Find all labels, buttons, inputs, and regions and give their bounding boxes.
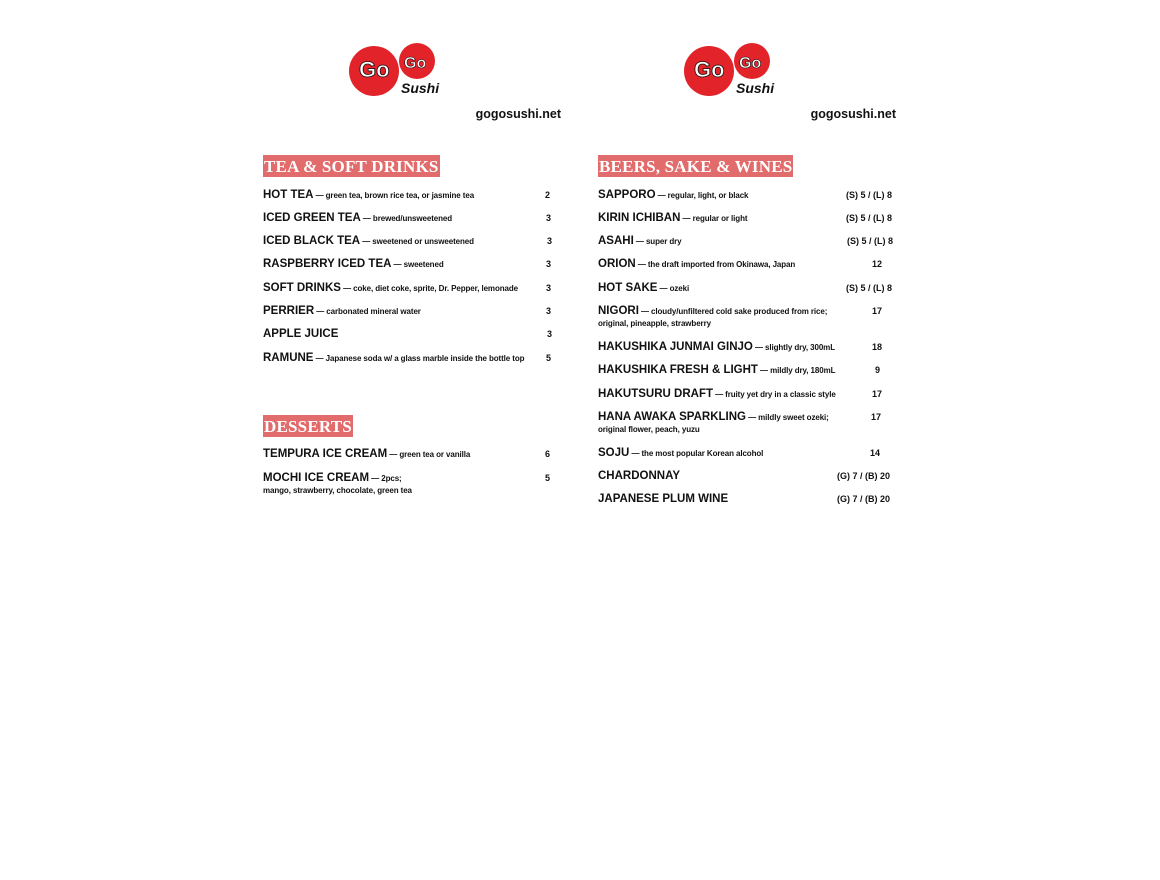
menu-item-japanese-plum-wine: JAPANESE PLUM WINE: [598, 493, 729, 505]
menu-item-price: 6: [545, 449, 551, 459]
menu-item-price: 18: [872, 342, 883, 352]
menu-item-ramune: RAMUNE — Japanese soda w/ a glass marble inside the bottle top: [263, 352, 525, 364]
svg-text:Go: Go: [694, 57, 725, 82]
menu-item-hana-awaka-sparkling: HANA AWAKA SPARKLING — mildly sweet ozeki; original flower, peach, yuzu: [598, 411, 829, 434]
menu-item-raspberry-iced-tea: RASPBERRY ICED TEA — sweetened: [263, 258, 444, 270]
menu-item-price: 17: [871, 412, 882, 422]
menu-item-soju: SOJU — the most popular Korean alcohol: [598, 447, 764, 459]
menu-item-chardonnay: CHARDONNAY: [598, 470, 680, 482]
menu-item-price: (S) 5 / (L) 8: [847, 236, 894, 246]
svg-text:Sushi: Sushi: [401, 80, 440, 96]
menu-item-price: 12: [872, 259, 883, 269]
svg-text:Go: Go: [739, 55, 762, 72]
menu-item-sapporo: SAPPORO — regular, light, or black: [598, 189, 749, 201]
section-title-beers-sake-wines: BEERS, SAKE & WINES: [599, 157, 793, 176]
website-link[interactable]: gogosushi.net: [475, 107, 561, 121]
gogo-sushi-logo: [682, 41, 782, 99]
menu-item-price: 2: [545, 190, 551, 200]
menu-item-price: (S) 5 / (L) 8: [846, 190, 893, 200]
menu-item-price: 5: [545, 473, 551, 483]
website-link[interactable]: gogosushi.net: [810, 107, 896, 121]
menu-item-hot-sake: HOT SAKE — ozeki: [598, 282, 690, 294]
menu-item-hakutsuru-draft: HAKUTSURU DRAFT — fruity yet dry in a classic style: [598, 388, 836, 400]
svg-text:Go: Go: [359, 57, 390, 82]
menu-item-orion: ORION — the draft imported from Okinawa, Japan: [598, 258, 796, 270]
menu-item-price: (G) 7 / (B) 20: [837, 471, 891, 481]
menu-item-hakushika-fresh-light: HAKUSHIKA FRESH & LIGHT — mildly dry, 180mL: [598, 364, 836, 376]
menu-item-price: 3: [546, 259, 552, 269]
section-title-desserts: DESSERTS: [264, 417, 352, 436]
menu-item-price: 3: [546, 213, 552, 223]
menu-item-price: 3: [547, 329, 553, 339]
menu-item-hakushika-junmai-ginjo: HAKUSHIKA JUNMAI GINJO — slightly dry, 300mL: [598, 341, 835, 353]
menu-item-asahi: ASAHI — super dry: [598, 235, 682, 247]
menu-item-kirin-ichiban: KIRIN ICHIBAN — regular or light: [598, 212, 748, 224]
menu-item-price: (S) 5 / (L) 8: [846, 283, 893, 293]
menu-item-iced-black-tea: ICED BLACK TEA — sweetened or unsweetened: [263, 235, 474, 247]
menu-item-price: 3: [547, 236, 553, 246]
menu-item-soft-drinks: SOFT DRINKS — coke, diet coke, sprite, Dr. Pepper, lemonade: [263, 282, 519, 294]
menu-item-mochi-ice-cream: MOCHI ICE CREAM — 2pcs; mango, strawberry, chocolate, green tea: [263, 472, 412, 495]
menu-item-price: 17: [872, 389, 883, 399]
menu-item-iced-green-tea: ICED GREEN TEA — brewed/unsweetened: [263, 212, 453, 224]
menu-item-price: 17: [872, 306, 883, 316]
menu-item-price: 3: [546, 283, 552, 293]
menu-item-price: 3: [546, 306, 552, 316]
svg-text:Go: Go: [404, 55, 427, 72]
svg-text:Sushi: Sushi: [736, 80, 775, 96]
menu-item-price: (S) 5 / (L) 8: [846, 213, 893, 223]
menu-item-price: (G) 7 / (B) 20: [837, 494, 891, 504]
menu-item-tempura-ice-cream: TEMPURA ICE CREAM — green tea or vanilla: [263, 448, 471, 460]
menu-item-nigori: NIGORI — cloudy/unfiltered cold sake produced from rice; original, pineapple, strawberry: [598, 305, 828, 328]
gogo-sushi-logo: [347, 41, 447, 99]
menu-item-hot-tea: HOT TEA — green tea, brown rice tea, or jasmine tea: [263, 189, 475, 201]
menu-item-price: 5: [546, 353, 552, 363]
menu-item-price: 14: [870, 448, 881, 458]
section-title-tea-soft-drinks: TEA & SOFT DRINKS: [264, 157, 439, 176]
menu-item-price: 9: [875, 365, 881, 375]
menu-item-apple-juice: APPLE JUICE: [263, 328, 339, 340]
menu-item-perrier: PERRIER — carbonated mineral water: [263, 305, 421, 317]
